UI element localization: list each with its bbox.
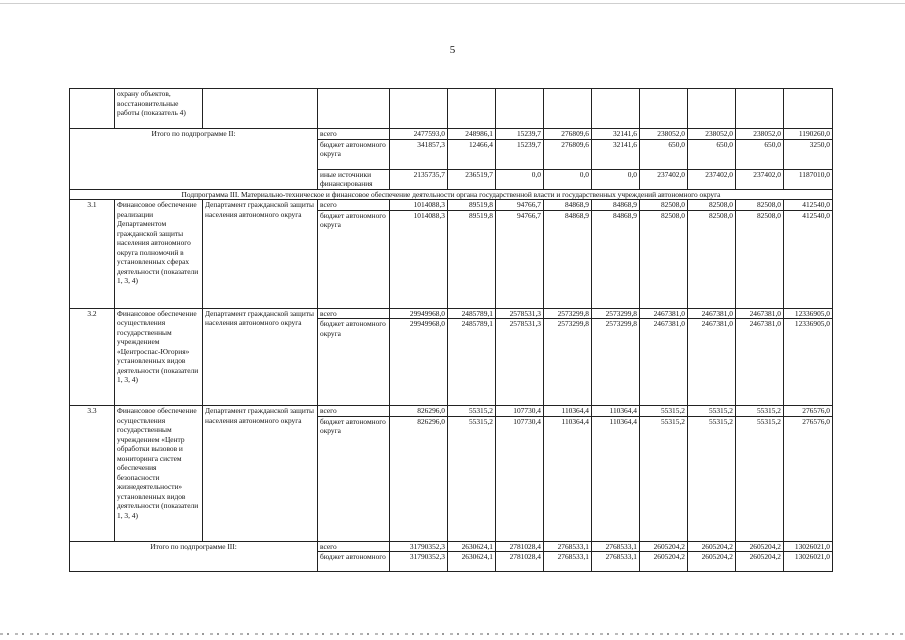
value-cell: 412540,0 (784, 200, 833, 211)
value-cell: 32141,6 (592, 139, 640, 169)
value-cell: 55315,2 (448, 416, 496, 541)
value-cell: 237402,0 (736, 169, 784, 189)
value-cell: 110364,4 (592, 416, 640, 541)
value-cell: 55315,2 (640, 406, 688, 417)
value-cell: 2467381,0 (640, 308, 688, 319)
measure-name: охрану объектов, восстановительные работы (показатель 4) (115, 89, 203, 129)
value-cell: 2578531,3 (496, 319, 544, 406)
page-number: 5 (449, 44, 456, 56)
value-cell: 15239,7 (496, 139, 544, 169)
value-cell: 236519,7 (448, 169, 496, 189)
value-cell: 2467381,0 (736, 308, 784, 319)
value-cell: 89519,8 (448, 210, 496, 308)
value-cell: 2467381,0 (736, 319, 784, 406)
value-cell: 110364,4 (544, 416, 592, 541)
table-row (70, 541, 833, 552)
source-label: бюджет автономного округа (318, 210, 390, 308)
value-cell: 84868,9 (544, 210, 592, 308)
value-cell: 2630624,1 (448, 552, 496, 572)
source-label: иные источники финансирования (318, 169, 390, 189)
value-cell: 13026021,0 (784, 541, 833, 552)
value-cell: 238052,0 (640, 129, 688, 140)
row-number: 3.3 (70, 406, 115, 542)
value-cell: 650,0 (688, 139, 736, 169)
value-cell: 2573299,8 (544, 308, 592, 319)
value-cell: 2467381,0 (688, 308, 736, 319)
value-cell: 55315,2 (736, 416, 784, 541)
value-cell: 2768533,1 (592, 541, 640, 552)
value-cell: 31790352,3 (390, 541, 448, 552)
value-cell: 2573299,8 (592, 319, 640, 406)
value-cell: 110364,4 (544, 406, 592, 417)
financing-table (69, 88, 833, 572)
source-label: бюджет автономного округа (318, 416, 390, 541)
value-cell: 412540,0 (784, 210, 833, 308)
value-cell: 107730,4 (496, 406, 544, 417)
value-cell: 2781028,4 (496, 541, 544, 552)
table-row (70, 406, 833, 417)
value-cell: 2630624,1 (448, 541, 496, 552)
value-cell: 248986,1 (448, 129, 496, 140)
value-cell: 55315,2 (688, 406, 736, 417)
value-cell: 29949968,0 (390, 308, 448, 319)
value-cell: 84868,9 (544, 200, 592, 211)
value-cell: 82508,0 (736, 200, 784, 211)
value-cell: 341857,3 (390, 139, 448, 169)
source-label: всего (318, 406, 390, 417)
value-cell: 32141,6 (592, 129, 640, 140)
value-cell: 276809,6 (544, 129, 592, 140)
value-cell: 2768533,1 (544, 552, 592, 572)
value-cell: 0,0 (592, 169, 640, 189)
measure-name: Финансовое обеспечение осуществления государственным учреждением «Центр обработки вызовов и мониторинга систем обеспечения безопасности жизнедеятельности» установленных видов деятельности (показатели 1, 3, 4) (115, 406, 203, 542)
value-cell: 31790352,3 (390, 552, 448, 572)
row-number: 3.1 (70, 200, 115, 309)
value-cell: 276576,0 (784, 416, 833, 541)
value-cell: 2781028,4 (496, 552, 544, 572)
value-cell: 2467381,0 (688, 319, 736, 406)
value-cell: 12336905,0 (784, 308, 833, 319)
value-cell: 2578531,3 (496, 308, 544, 319)
value-cell: 1187010,0 (784, 169, 833, 189)
value-cell: 94766,7 (496, 200, 544, 211)
value-cell: 29949968,0 (390, 319, 448, 406)
value-cell: 2768533,1 (544, 541, 592, 552)
source-label: всего (318, 541, 390, 552)
source-label: всего (318, 308, 390, 319)
value-cell: 1190260,0 (784, 129, 833, 140)
value-cell: 82508,0 (640, 200, 688, 211)
responsible-executor: Департамент гражданской защиты населения автономного округа (203, 406, 318, 542)
source-label: бюджет автономного округа (318, 319, 390, 406)
value-cell: 2467381,0 (640, 319, 688, 406)
value-cell: 237402,0 (688, 169, 736, 189)
value-cell: 2573299,8 (544, 319, 592, 406)
value-cell: 13026021,0 (784, 552, 833, 572)
value-cell: 12466,4 (448, 139, 496, 169)
value-cell: 2605204,2 (640, 552, 688, 572)
value-cell: 82508,0 (736, 210, 784, 308)
value-cell: 84868,9 (592, 200, 640, 211)
value-cell: 238052,0 (736, 129, 784, 140)
value-cell: 1014088,3 (390, 210, 448, 308)
value-cell: 2605204,2 (688, 541, 736, 552)
value-cell: 55315,2 (448, 406, 496, 417)
value-cell: 2605204,2 (736, 541, 784, 552)
value-cell: 276809,6 (544, 139, 592, 169)
value-cell: 12336905,0 (784, 319, 833, 406)
value-cell: 1014088,3 (390, 200, 448, 211)
value-cell: 2605204,2 (640, 541, 688, 552)
value-cell: 55315,2 (640, 416, 688, 541)
measure-name: Финансовое обеспечение осуществления государственным учреждением «Центроспас-Югория» установленных видов деятельности (показатели 1, 3, 4) (115, 308, 203, 406)
responsible-executor: Департамент гражданской защиты населения автономного округа (203, 200, 318, 309)
table-row (70, 200, 833, 211)
value-cell: 2477593,0 (390, 129, 448, 140)
responsible-executor: Департамент гражданской защиты населения автономного округа (203, 308, 318, 406)
measure-name: Финансовое обеспечение реализации Департаментом гражданской защиты населения автономного округа полномочий в установленных сферах деятельности (показатели 1, 3, 4) (115, 200, 203, 309)
value-cell: 0,0 (496, 169, 544, 189)
value-cell: 110364,4 (592, 406, 640, 417)
table-row (70, 129, 833, 140)
subtotal-label: Итого по подпрограмме III: (70, 541, 318, 572)
value-cell: 2135735,7 (390, 169, 448, 189)
value-cell: 55315,2 (688, 416, 736, 541)
source-label: бюджет автономного округа (318, 139, 390, 169)
source-label: всего (318, 129, 390, 140)
value-cell: 82508,0 (688, 210, 736, 308)
value-cell: 15239,7 (496, 129, 544, 140)
value-cell: 84868,9 (592, 210, 640, 308)
value-cell: 237402,0 (640, 169, 688, 189)
value-cell: 2768533,1 (592, 552, 640, 572)
value-cell: 238052,0 (688, 129, 736, 140)
value-cell: 826296,0 (390, 406, 448, 417)
scan-noise-line (0, 633, 905, 635)
source-label: бюджет автономного (318, 552, 390, 572)
value-cell: 3250,0 (784, 139, 833, 169)
subtotal-label: Итого по подпрограмме II: (70, 129, 318, 190)
value-cell: 82508,0 (640, 210, 688, 308)
value-cell: 107730,4 (496, 416, 544, 541)
value-cell: 0,0 (544, 169, 592, 189)
value-cell: 276576,0 (784, 406, 833, 417)
value-cell: 650,0 (640, 139, 688, 169)
value-cell: 2605204,2 (736, 552, 784, 572)
value-cell: 55315,2 (736, 406, 784, 417)
value-cell: 94766,7 (496, 210, 544, 308)
scan-edge-line (0, 3, 905, 4)
value-cell: 2485789,1 (448, 319, 496, 406)
value-cell: 650,0 (736, 139, 784, 169)
value-cell: 826296,0 (390, 416, 448, 541)
value-cell: 82508,0 (688, 200, 736, 211)
value-cell: 2485789,1 (448, 308, 496, 319)
value-cell: 89519,8 (448, 200, 496, 211)
subprogram-title: Подпрограмма III. Материально-техническое и финансовое обеспечение деятельности органа государственной власти и государственных учреждений автономного округа (70, 189, 833, 200)
table-row (70, 308, 833, 319)
row-number: 3.2 (70, 308, 115, 406)
source-label: всего (318, 200, 390, 211)
value-cell: 2573299,8 (592, 308, 640, 319)
table-row (70, 189, 833, 200)
table-row (70, 89, 833, 129)
value-cell: 2605204,2 (688, 552, 736, 572)
